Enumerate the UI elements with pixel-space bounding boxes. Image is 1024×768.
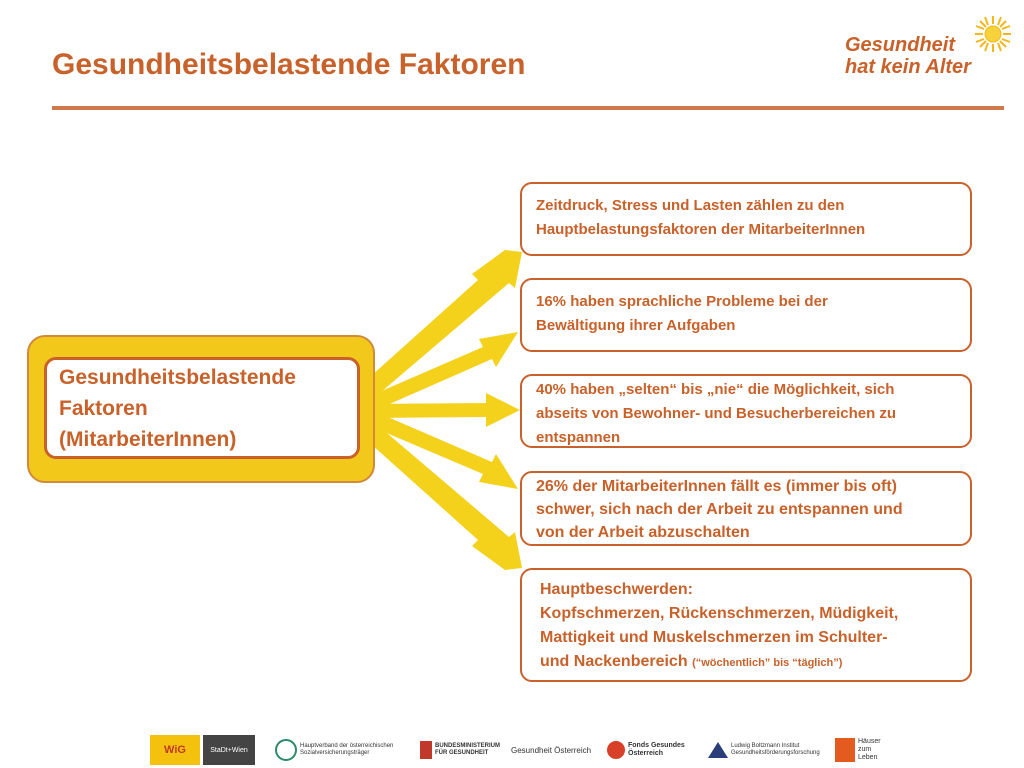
stadt-wien-text: StaDt+Wien [210,746,248,754]
factor-3-line-1: 40% haben „selten“ bis „nie“ die Möglichkeit, sich [536,381,895,398]
bmg-icon [420,741,432,759]
factor-4-line-3: von der Arbeit abzuschalten [536,524,750,541]
factor-5-line-2: Kopfschmerzen, Rückenschmerzen, Müdigkeit, [540,605,899,622]
factor-3-line-2: abseits von Bewohner- und Besucherbereichen zu [536,405,897,422]
bmg-text: BUNDESMINISTERIUM FÜR GESUNDHEIT [434,743,500,756]
center-line-2: Faktoren [59,397,148,420]
hauptverband-logo [275,735,405,765]
factor-box-1 [520,182,972,256]
factor-4-line-2: schwer, sich nach der Arbeit zu entspannen und [536,501,903,518]
center-line-1: Gesundheitsbelastende [59,366,296,389]
sponsor-logos [145,735,905,767]
fgoe-text: Fonds Gesundes Österreich [628,742,685,757]
stadt-wien-logo [203,735,255,765]
lbi-logo [708,735,820,765]
factor-box-2 [520,278,972,352]
factor-box-3 [520,374,972,448]
center-line-3: (MitarbeiterInnen) [59,428,237,451]
hauptverband-icon [275,739,297,761]
center-box [44,357,360,459]
factor-box-5 [520,568,972,682]
fgoe-icon [607,741,625,759]
factor-3-line-3: entspannen [536,429,621,446]
haeuser-zum-leben-logo [835,735,895,765]
wig-text: WiG [164,743,186,756]
logo-line-2: hat kein Alter [845,56,971,78]
factor-5-line-3: Mattigkeit und Muskelschmerzen im Schulter- [540,629,888,646]
lbi-text: Ludwig Boltzmann Institut Gesundheitsförderungsforschung [731,743,820,756]
logo-line-1: Gesundheit [845,34,956,56]
factor-box-4 [520,471,972,546]
factor-2-line-1: 16% haben sprachliche Probleme bei der [536,293,828,310]
goeg-text: Gesundheit Österreich [511,745,592,755]
haeuser-text: Häuser zum Leben [858,738,881,761]
factor-1-line-1: Zeitdruck, Stress und Lasten zählen zu den [536,197,845,214]
factor-5-line-1: Hauptbeschwerden: [540,581,693,598]
factor-5-line-4 [540,650,956,675]
haeuser-icon [835,738,855,762]
bmg-logo [420,735,500,765]
factor-5-frequency: (“wöchentlich” bis “täglich”) [692,657,843,669]
page-title: Gesundheitsbelastende Faktoren [52,48,526,81]
factor-1-line-2: Hauptbelastungsfaktoren der MitarbeiterInnen [536,221,866,238]
fgoe-logo [607,735,697,765]
factor-5-line-4-text: und Nackenbereich [540,653,688,670]
factor-4-line-1: 26% der MitarbeiterInnen fällt es (immer bis oft) [536,478,897,495]
lbi-icon [708,742,728,758]
wig-logo [150,735,200,765]
hauptverband-text: Hauptverband der österreichischen Sozialversicherungsträger [300,743,394,756]
goeg-logo [511,735,595,765]
factor-2-line-2: Bewältigung ihrer Aufgaben [536,317,736,334]
